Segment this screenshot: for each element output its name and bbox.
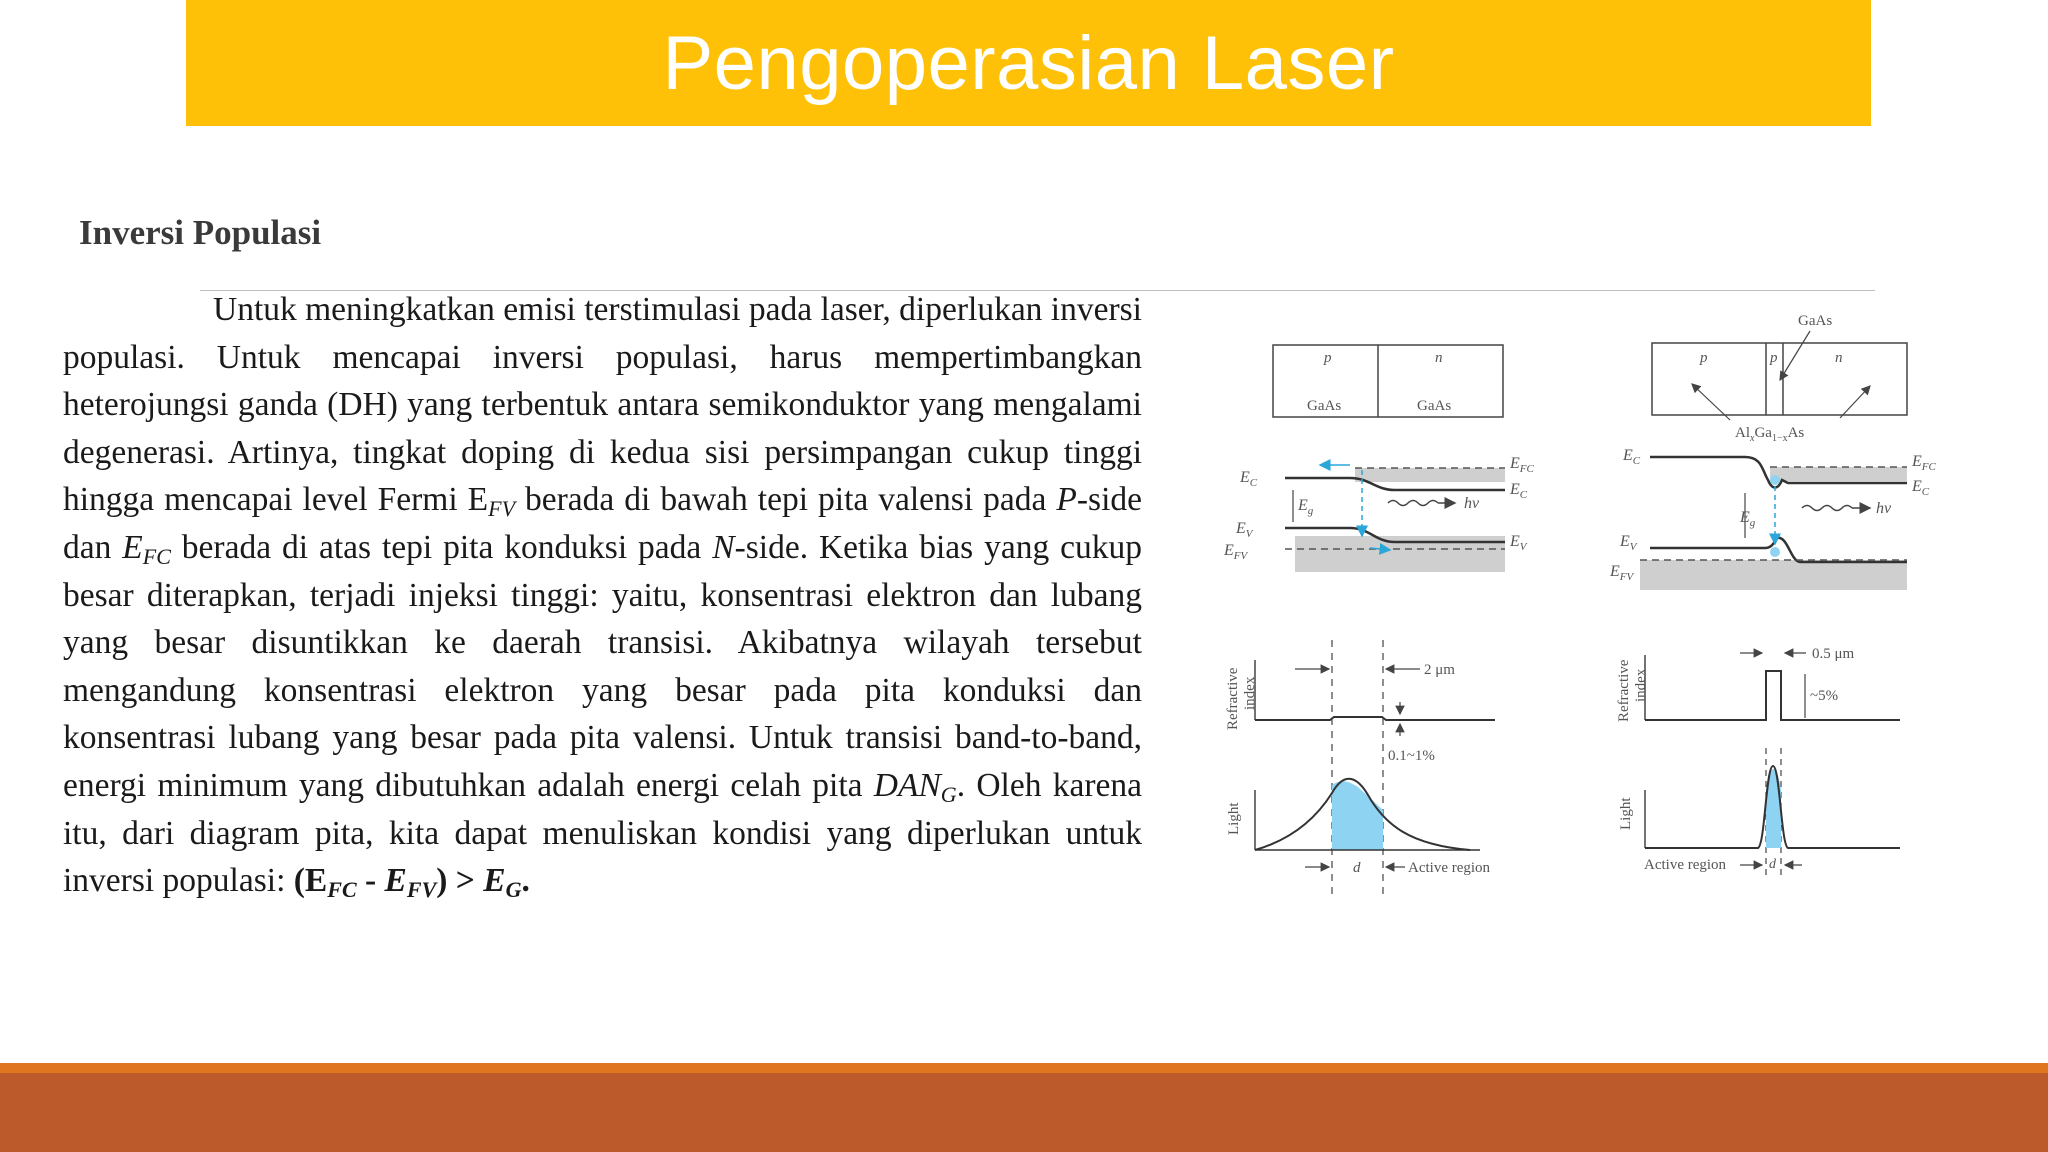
- title-bar: [186, 0, 1871, 126]
- right-delta-label: ~5%: [1810, 688, 1839, 704]
- left-conduction-fill: [1355, 468, 1505, 482]
- left-refractive-label-2: index: [1242, 676, 1258, 710]
- left-photon-wave: [1388, 501, 1438, 506]
- left-material-n: GaAs: [1417, 398, 1452, 414]
- footer-accent-strip: [0, 1063, 2048, 1073]
- cond-gt: ) >: [436, 862, 484, 900]
- cond-sub-fc: FC: [327, 877, 357, 903]
- cond-minus: -: [356, 862, 385, 900]
- text-part-3: -side dan: [63, 481, 1142, 566]
- left-eg-label: $E_g$: [1298, 497, 1314, 517]
- right-active-region-label: Active region: [1644, 857, 1727, 873]
- section-heading: Inversi Populasi: [79, 213, 322, 252]
- cond-efv: E: [384, 862, 407, 900]
- left-ev-r-label: $E_V$: [1510, 533, 1527, 553]
- right-conduction-fill: [1770, 467, 1907, 481]
- right-eg-label: $E_g$: [1740, 509, 1756, 529]
- body-paragraph: [63, 286, 1142, 905]
- slide-title: Pengoperasian Laser: [662, 20, 1395, 106]
- left-efv-label: $E_{FV}$: [1224, 542, 1248, 562]
- cond-sub-g: G: [505, 877, 522, 903]
- band-diagram-svg: [1210, 300, 1940, 900]
- text-part-2: berada di bawah tepi pita valensi pada: [515, 481, 1057, 519]
- right-width-label: 0.5 μm: [1812, 646, 1855, 662]
- right-refractive-label-2: index: [1633, 668, 1649, 702]
- right-efv-label: $E_{FV}$: [1610, 563, 1634, 583]
- right-gaas-label: GaAs: [1798, 313, 1833, 329]
- left-active-region-label: Active region: [1408, 860, 1491, 876]
- left-light-fill: [1332, 781, 1383, 850]
- right-ev-label: $E_V$: [1620, 533, 1637, 553]
- right-region-p1: p: [1700, 350, 1708, 366]
- p-side-label: P: [1056, 481, 1077, 519]
- right-light-label: Light: [1618, 797, 1634, 830]
- left-refractive-label-1: Refractive: [1225, 667, 1241, 730]
- cond-open: (E: [293, 862, 328, 900]
- right-ec-r-label: $E_C$: [1912, 478, 1930, 498]
- left-region-p: p: [1324, 350, 1332, 366]
- band-diagram-figure: [1210, 300, 1940, 900]
- left-material-p: GaAs: [1307, 398, 1342, 414]
- left-d-label: d: [1353, 860, 1361, 876]
- cond-eg: E: [483, 862, 506, 900]
- cond-end: .: [521, 862, 530, 900]
- left-ec-r-label: $E_C$: [1510, 481, 1528, 501]
- subscript-g: G: [940, 781, 957, 807]
- right-algaas-label: $Al_xGa_{1-x}As$: [1735, 425, 1805, 444]
- left-region-n: n: [1435, 350, 1443, 366]
- right-refractive-label-1: Refractive: [1616, 659, 1632, 722]
- right-d-label: d: [1769, 857, 1776, 872]
- left-ec-label: $E_C$: [1240, 469, 1258, 489]
- right-electron-well: [1770, 475, 1780, 485]
- right-algaas-arrow-2: [1840, 386, 1870, 418]
- left-hv-label: hν: [1464, 495, 1480, 512]
- right-efc-r-label: $E_{FC}$: [1912, 453, 1936, 473]
- text-part-6: . Oleh karena itu, dari diagram pita, kita dapat menuliskan kondisi yang diperlukan untuk inversi populasi:: [63, 766, 1142, 900]
- right-hv-label: hν: [1876, 500, 1892, 517]
- text-part-5: -side. Ketika bias yang cukup besar diterapkan, terjadi injeksi tinggi: yaitu, konsentrasi elektron dan lubang yang besar disuntikkan ke daerah transisi. Akibatnya wilayah tersebut mengandung konsentrasi elektron yang besar pada pita konduksi dan konsentrasi lubang yang besar pada pita valensi. Untuk transisi band-to-band, energi minimum yang dibutuhkan adalah energi celah pita: [63, 528, 1143, 804]
- subscript-fv: FV: [488, 496, 516, 522]
- cond-sub-fv: FV: [406, 877, 437, 903]
- dan-symbol: DAN: [873, 766, 941, 804]
- right-region-p2: p: [1770, 350, 1778, 366]
- right-ec-label: $E_C$: [1623, 447, 1641, 467]
- right-region-n: n: [1835, 350, 1843, 366]
- left-efc-r-label: $E_{FC}$: [1510, 455, 1534, 475]
- right-photon-wave: [1802, 506, 1852, 511]
- footer-bar: [0, 1073, 2048, 1152]
- left-ev-label: $E_V$: [1236, 520, 1253, 540]
- left-ri-curve: [1255, 717, 1495, 720]
- left-light-label: Light: [1226, 802, 1242, 835]
- efc-symbol: E: [122, 528, 143, 566]
- text-part-1: Untuk meningkatkan emisi terstimulasi pada laser, diperlukan inversi populasi. Untuk mencapai inversi populasi, harus mempertimbangkan heterojungsi ganda (DH) yang terbentuk antara semikonduktor yang mengalami degenerasi. Artinya, tingkat doping di kedua sisi persimpangan cukup tinggi hingga mencapai level Fermi E: [63, 291, 1142, 519]
- right-ri-curve: [1645, 671, 1900, 720]
- subscript-fc: FC: [142, 543, 171, 569]
- text-part-4: berada di atas tepi pita konduksi pada: [170, 528, 713, 566]
- right-junction-box: [1652, 343, 1907, 415]
- right-valence-fill: [1640, 560, 1907, 590]
- left-width-label: 2 μm: [1424, 662, 1455, 678]
- right-hole-well: [1770, 547, 1780, 557]
- n-side-label: N: [712, 528, 735, 566]
- right-gaas-arrow: [1780, 331, 1810, 380]
- condition-formula: [293, 862, 530, 903]
- left-delta-label: 0.1~1%: [1388, 748, 1435, 764]
